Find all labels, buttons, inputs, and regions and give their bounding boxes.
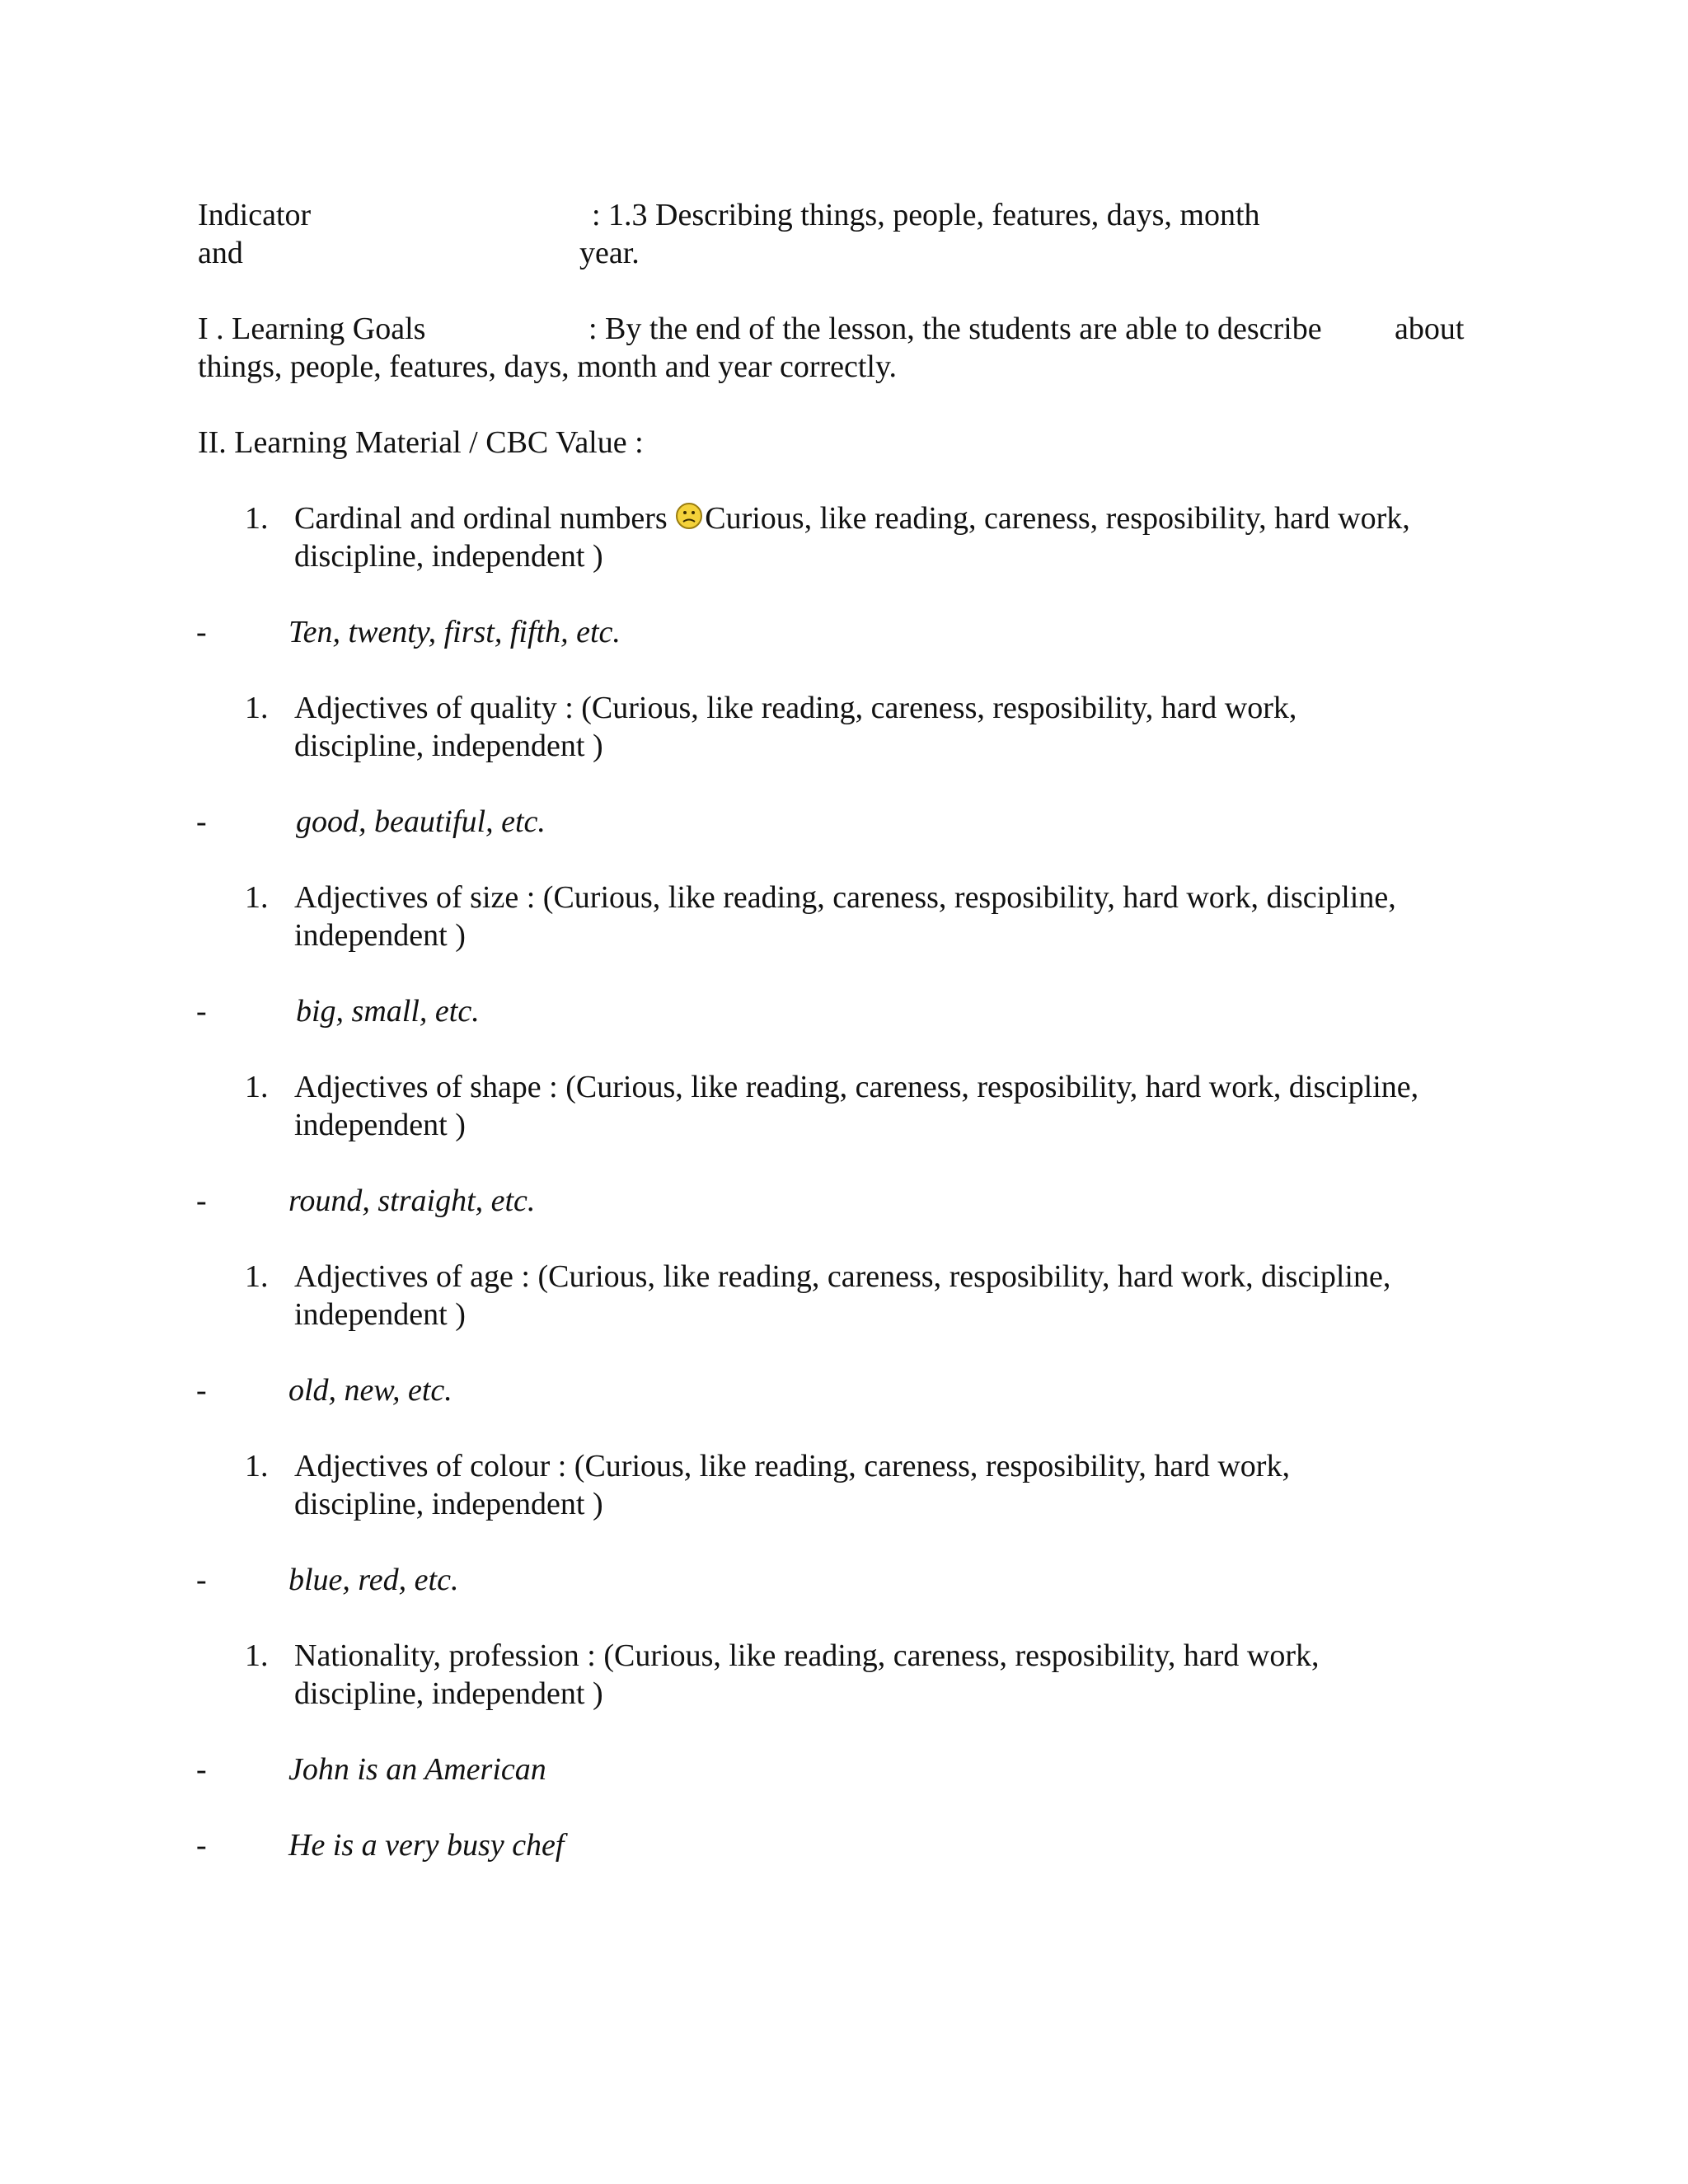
bullet-dash: - xyxy=(196,1373,207,1408)
example-text: round, straight, etc. xyxy=(288,1183,536,1218)
example-text: good, beautiful, etc. xyxy=(296,804,546,839)
bullet-dash: - xyxy=(196,1183,207,1218)
list-item-number: 1. xyxy=(245,1638,269,1673)
example-text: old, new, etc. xyxy=(288,1373,452,1408)
bullet-dash: - xyxy=(196,804,207,839)
list-item-text: Cardinal and ordinal numbers xyxy=(294,501,668,536)
list-item-number: 1. xyxy=(245,1449,269,1483)
bullet-dash: - xyxy=(196,1752,207,1787)
example-text: He is a very busy chef xyxy=(288,1828,565,1863)
list-item-line2: independent ) xyxy=(294,1108,466,1142)
list-item-line2: discipline, independent ) xyxy=(294,539,603,574)
list-item-line1: Adjectives of age : (Curious, like reading, careness, resposibility, hard work, discipline, xyxy=(294,1259,1391,1294)
learning-material-heading: II. Learning Material / CBC Value : xyxy=(198,425,644,460)
indicator-value-line2: year. xyxy=(579,236,640,270)
indicator-label: Indicator xyxy=(198,198,312,232)
learning-goals-value-line1-end: about xyxy=(1395,312,1465,346)
bullet-dash: - xyxy=(196,615,207,649)
indicator-label-cont: and xyxy=(198,236,243,270)
indicator-value-line1: : 1.3 Describing things, people, features, days, month xyxy=(592,198,1260,232)
bullet-dash: - xyxy=(196,994,207,1029)
confused-smiley-icon xyxy=(675,502,703,530)
list-item-number: 1. xyxy=(245,691,269,725)
list-item-line1: Adjectives of shape : (Curious, like reading, careness, resposibility, hard work, discipline, xyxy=(294,1070,1419,1104)
list-item-line2: independent ) xyxy=(294,1297,466,1332)
list-item-line2: discipline, independent ) xyxy=(294,729,603,763)
learning-goals-label: I . Learning Goals xyxy=(198,312,426,346)
example-text: Ten, twenty, first, fifth, etc. xyxy=(288,615,621,649)
learning-goals-value-line2: things, people, features, days, month and year correctly. xyxy=(198,349,898,384)
list-item-number: 1. xyxy=(245,501,269,536)
list-item-line1: Adjectives of quality : (Curious, like reading, careness, resposibility, hard work, xyxy=(294,691,1297,725)
example-text: John is an American xyxy=(288,1752,546,1787)
bullet-dash: - xyxy=(196,1828,207,1863)
list-item-line1: Nationality, profession : (Curious, like reading, careness, resposibility, hard work, xyxy=(294,1638,1320,1673)
learning-goals-value-line1: : By the end of the lesson, the students are able to describe xyxy=(588,312,1322,346)
list-item-number: 1. xyxy=(245,880,269,915)
list-item-line1: Adjectives of size : (Curious, like reading, careness, resposibility, hard work, discipline, xyxy=(294,880,1396,915)
example-text: big, small, etc. xyxy=(296,994,480,1029)
list-item-text-after-icon: Curious, like reading, careness, resposibility, hard work, xyxy=(705,501,1410,536)
list-item-number: 1. xyxy=(245,1259,269,1294)
list-item-line2: discipline, independent ) xyxy=(294,1676,603,1711)
list-item-number: 1. xyxy=(245,1070,269,1104)
list-item-line1: Adjectives of colour : (Curious, like reading, careness, resposibility, hard work, xyxy=(294,1449,1290,1483)
example-text: blue, red, etc. xyxy=(288,1563,459,1597)
list-item-line2: independent ) xyxy=(294,918,466,953)
bullet-dash: - xyxy=(196,1563,207,1597)
list-item-line1 xyxy=(294,499,1410,537)
list-item-line2: discipline, independent ) xyxy=(294,1487,603,1521)
